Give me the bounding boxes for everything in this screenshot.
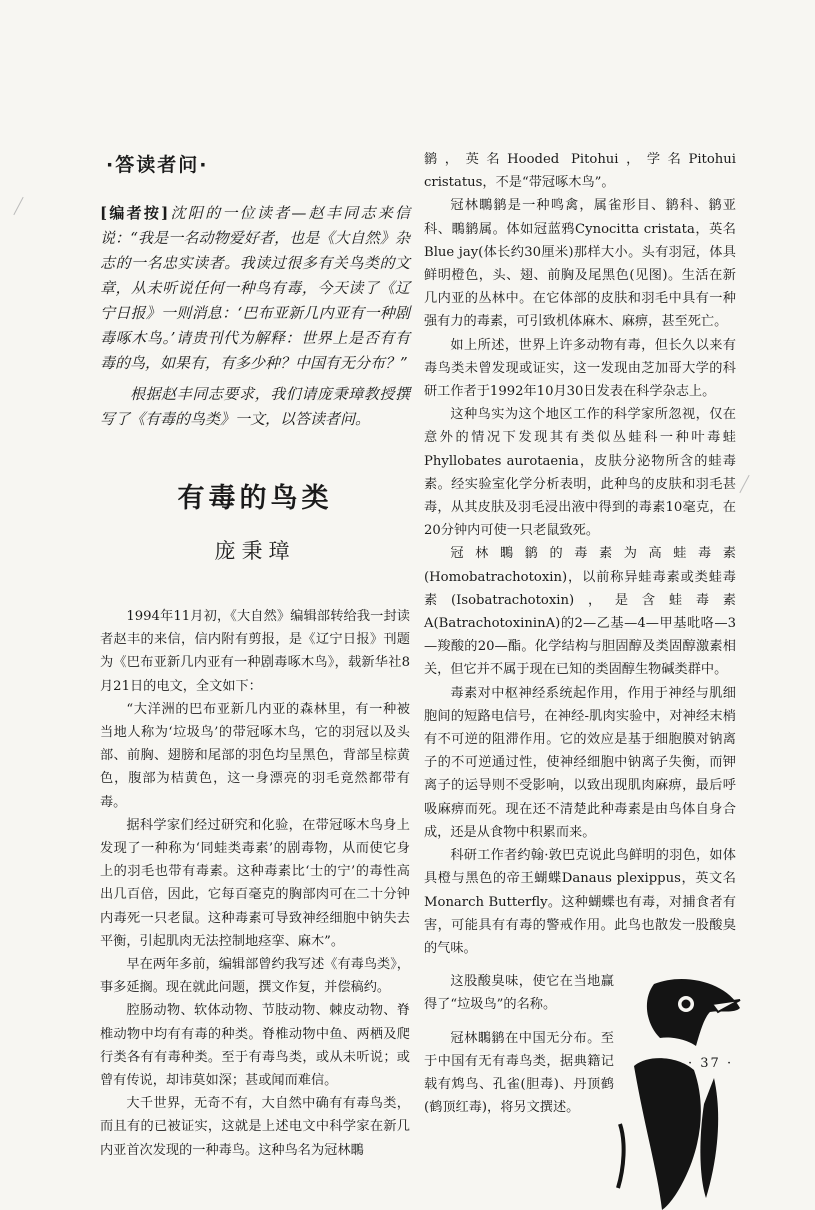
- scan-mark: [13, 197, 23, 215]
- body-paragraph: 腔肠动物、软体动物、节肢动物、棘皮动物、脊椎动物中均有有毒的种类。脊椎动物中鱼、两栖及爬行类各有有毒种类。至于有毒鸟类，或从未听说；或曾有传说，却讳莫如深；甚或闻而难信。: [100, 1003, 410, 1089]
- editor-note-paragraph: [100, 201, 410, 376]
- body-paragraph: 鹟，英名Hooded Pitohui，学名Pitohui cristatus，不是“带冠啄木鸟”。: [424, 152, 736, 191]
- body-paragraph: 冠林䳭鹟的毒素为高蛙毒素(Homobatrachotoxin)，以前称异蛙毒素或类蛙毒素(Isobatrachotoxin)，是含蛙毒素A(BatrachotoxininA)的2—乙基—4—甲基吡咯—3—羧酸的20—酯。化学结构与胆固醇及类固醇激素相关，但它并不属于现在已知的类固醇生物碱类群中。: [424, 546, 736, 678]
- section-heading: ·答读者问·: [106, 154, 209, 176]
- scan-mark: [739, 475, 749, 493]
- body-paragraph: 这种鸟实为这个地区工作的科学家所忽视，仅在意外的情况下发现其有类似丛蛙科一种叶毒蛙Phyllobates aurotaenia，皮肤分泌物所含的蛙毒素。经实验室化学分析表明，此种鸟的皮肤和羽毛甚毒，从其皮肤及羽毛浸出液中得到的毒素10毫克，在20分钟内可使一只老鼠致死。: [424, 407, 736, 539]
- body-paragraph: 如上所述，世界上许多动物有毒，但长久以来有毒鸟类未曾发现或证实，这一发现由芝加哥大学的科研工作者于1992年10月30日发表在科学杂志上。: [424, 337, 736, 400]
- editor-note: [100, 201, 410, 432]
- body-paragraph: 这股酸臭味，使它在当地赢得了“垃圾鸟”的名称。: [424, 974, 614, 1013]
- article-title: 有毒的鸟类: [177, 483, 333, 514]
- body-paragraph: 1994年11月初，《大自然》编辑部转给我一封读者赵丰的来信，信内附有剪报，是《辽宁日报》刊题为《巴布亚新几内亚有一种剧毒啄木鸟》，载新华社8月21日的电文，全文如下：: [100, 609, 410, 694]
- editor-note-text: 沈阳的一位读者—赵丰同志来信说：“我是一名动物爱好者，也是《大自然》杂志的一名忠实读者。我读过很多有关鸟类的文章，从未听说任何一种鸟有毒，今天读了《辽宁日报》一则消息：‘巴布亚新几内亚有一种剧毒啄木鸟。’请贵刊代为解释：世界上是否有有毒的鸟，如果有，有多少种？中国有无分布？”: [100, 204, 410, 372]
- body-paragraph: 早在两年多前，编辑部曾约我写述《有毒鸟类》，事多延搁。现在就此问题，撰文作复，并偿稿约。: [100, 957, 410, 996]
- body-paragraph: 冠林䳭鹟是一种鸣禽，属雀形目、鹟科、鹟亚科、䳭鹟属。体如冠蓝鸦Cynocitta cristata，英名Blue jay(体长约30厘米)那样大小。头有羽冠，体具鲜明橙色，头、翅、前胸及尾黑色(见图)。生活在新几内亚的丛林中。在它体部的皮肤和羽毛中具有一种强有力的毒素，可引致机体麻木、麻痹，甚至死亡。: [424, 198, 736, 330]
- illustration-wrap: [424, 970, 736, 1119]
- left-column: [100, 148, 410, 1162]
- article-author: 庞秉璋: [214, 539, 296, 563]
- page-number: · 37 ·: [688, 1056, 734, 1071]
- editor-note-label: [编者按]: [100, 204, 169, 222]
- editor-note-followup: 根据赵丰同志要求，我们请庞秉璋教授撰写了《有毒的鸟类》一文，以答读者问。: [100, 385, 410, 428]
- hooded-pitohui-illustration: [614, 974, 742, 1210]
- side-text: [424, 970, 614, 1119]
- body-paragraph: 据科学家们经过研究和化验，在带冠啄木鸟身上发现了一种称为‘同蛙类毒素’的剧毒物，从而使它身上的羽毛也带有毒素。这种毒素比‘士的宁’的毒性高出几百倍，因此，它每百毫克的胸部肉可在二十分钟内毒死一只老鼠。这种毒素可导致神经细胞中钠失去平衡，引起肌肉无法控制地痉挛、麻木”。: [100, 817, 410, 949]
- body-paragraph: 科研工作者约翰·敦巴克说此鸟鲜明的羽色，如体具橙与黑色的帝王蝴蝶Danaus plexippus，英文名Monarch Butterfly。这种蝴蝶也有毒，对捕食者有害，可能具有有毒的警戒作用。此鸟也散发一股酸臭的气味。: [424, 848, 736, 956]
- right-column: [424, 148, 736, 1119]
- body-paragraph: “大洋洲的巴布亚新几内亚的森林里，有一种被当地人称为‘垃圾鸟’的带冠啄木鸟，它的羽冠以及头部、前胸、翅膀和尾部的羽色均呈黑色，背部呈棕黄色，腹部为桔黄色，这一身漂亮的羽毛竟然都带有毒。: [100, 701, 410, 810]
- body-paragraph: 冠林䳭鹟在中国无分布。至于中国有无有毒鸟类，据典籍记载有鸩鸟、孔雀(胆毒)、丹顶鹤(鹤顶红毒)，将另文撰述。: [424, 1030, 614, 1116]
- body-paragraph: 毒素对中枢神经系统起作用，作用于神经与肌细胞间的短路电信号，在神经-肌肉实验中，对神经末梢有不可逆的阻滞作用。它的效应是基于细胞膜对钠离子的不可逆通过性，使神经细胞中钠离子失衡，而钾离子的运导则不受影响，以致出现肌肉麻痹，最后呼吸麻痹而死。现在还不清楚此种毒素是由鸟体自身合成，还是从食物中积累而来。: [424, 685, 736, 840]
- body-paragraph: 大千世界，无奇不有，大自然中确有有毒鸟类，而且有的已被证实，这就是上述电文中科学家在新几内亚首次发现的一种毒鸟。这种鸟名为冠林䳭: [100, 1096, 410, 1158]
